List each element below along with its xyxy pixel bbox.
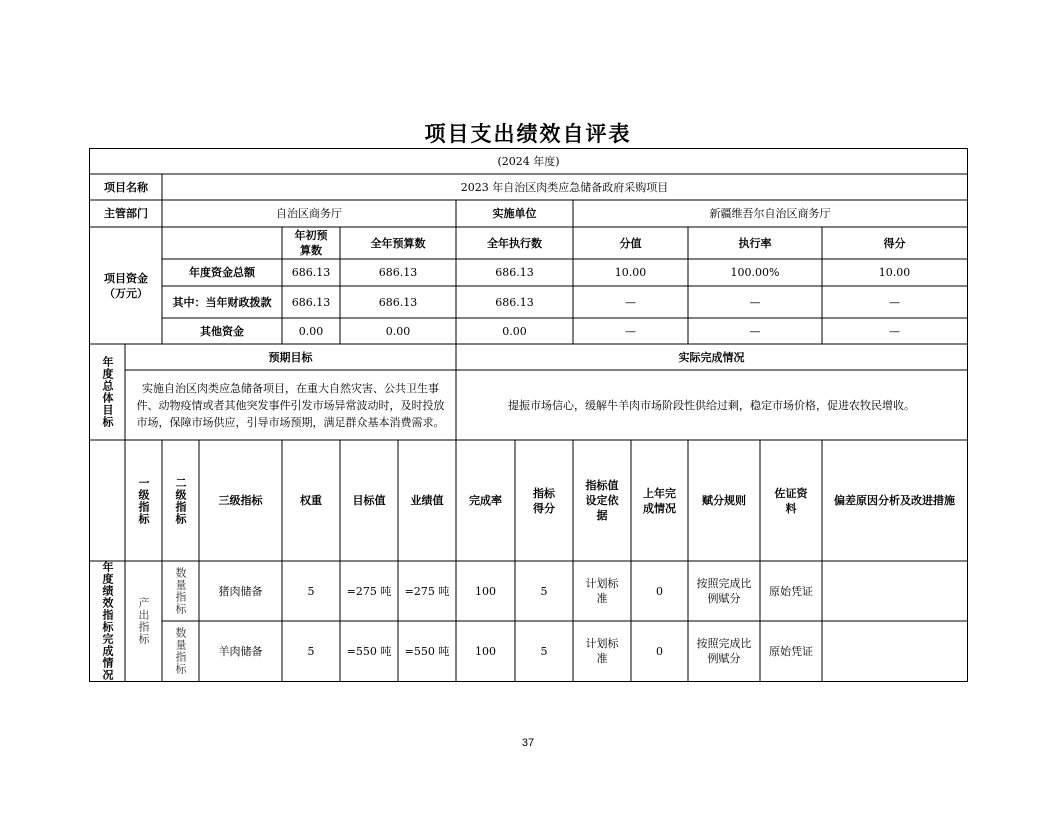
ind-level2-value: 数量指标 (174, 627, 187, 675)
funds-cell: — (625, 295, 636, 309)
ind-header-actual: 业绩值 (410, 494, 444, 507)
ind-header-rule: 赋分规则 (702, 494, 746, 507)
ind-header-level2: 二级指标 (174, 476, 187, 525)
ind-actual-value: =550 吨 (404, 644, 450, 658)
impl-label: 实施单位 (492, 207, 537, 220)
ind-score-value: 5 (540, 644, 548, 658)
actual-result-label: 实际完成情况 (678, 350, 745, 364)
ind-rule-value: 按照完成比例赋分 (696, 637, 752, 665)
ind-deviation-value (822, 621, 967, 681)
funds-cell: — (889, 324, 900, 338)
ind-level3-value: 猪肉储备 (218, 584, 263, 598)
ind-target-value: =275 吨 (346, 584, 392, 598)
expected-goal-text: 实施自治区肉类应急储备项目，在重大自然灾害、公共卫生事件、动物疫情或者其他突发事件引发市场异常波动时，及时投放市场，保障市场供应，引导市场预期，满足群众基本消费需求。 (136, 381, 445, 429)
funds-cell: — (749, 324, 761, 338)
ind-header-score: 指标得分 (533, 486, 555, 515)
funds-cell: 686.13 (378, 295, 418, 309)
project-name-label: 项目名称 (104, 180, 148, 194)
ind-basis-value: 计划标准 (585, 577, 619, 605)
funds-label: 项目资金（万元） (104, 271, 148, 300)
funds-cell: 686.13 (495, 295, 534, 309)
funds-header-score-value: 分值 (619, 236, 642, 250)
ind-basis-value: 计划标准 (585, 637, 619, 665)
ind-rate-value: 100 (475, 644, 496, 658)
funds-header-score: 得分 (883, 236, 906, 250)
ind-header-basis: 指标值设定依据 (585, 479, 619, 522)
funds-cell: 686.13 (291, 295, 331, 309)
ind-header-evidence: 佐证资料 (774, 486, 808, 515)
year-label: (2024 年度) (497, 155, 560, 168)
dept-value: 自治区商务厅 (276, 207, 342, 220)
ind-last-year-value: 0 (656, 644, 663, 658)
ind-deviation-value (822, 561, 967, 621)
ind-actual-value: =275 吨 (404, 584, 450, 598)
funds-cell: 0.00 (385, 324, 411, 338)
ind-header-rate: 完成率 (469, 494, 502, 507)
ind-header-deviation: 偏差原因分析及改进措施 (834, 494, 955, 507)
ind-score-value: 5 (540, 584, 548, 598)
funds-row-other-label: 其他资金 (200, 324, 244, 338)
ind-header-level1: 一级指标 (137, 476, 150, 525)
ind-target-value: =550 吨 (346, 644, 392, 658)
funds-cell: 686.13 (378, 266, 418, 279)
ind-weight-value: 5 (307, 584, 315, 598)
funds-cell: — (889, 295, 900, 309)
ind-rate-value: 100 (475, 584, 496, 598)
funds-row-fiscal-label: 其中：当年财政拨款 (172, 295, 272, 309)
funds-header-annual-budget: 全年预算数 (370, 236, 426, 250)
funds-header-executed: 全年执行数 (487, 236, 542, 250)
ind-level1-value: 产出指标 (137, 597, 150, 645)
ind-level3-value: 羊肉储备 (218, 644, 263, 658)
funds-cell: 10.00 (878, 266, 911, 279)
funds-cell: — (625, 324, 636, 338)
funds-cell: 686.13 (291, 266, 331, 279)
funds-cell: 100.00% (730, 266, 780, 279)
funds-cell: 0.00 (502, 324, 527, 338)
funds-cell: — (749, 295, 761, 309)
page-number: 37 (521, 737, 535, 749)
ind-evidence-value: 原始凭证 (769, 644, 813, 658)
ind-weight-value: 5 (307, 644, 315, 658)
ind-header-last-year: 上年完成情况 (643, 486, 676, 515)
expected-goal-label: 预期目标 (268, 350, 313, 364)
ind-header-level3: 三级指标 (218, 494, 263, 507)
funds-header-exec-rate: 执行率 (738, 236, 772, 250)
funds-cell: 0.00 (298, 324, 324, 338)
goals-side-label: 年度总体目标 (101, 356, 114, 428)
ind-last-year-value: 0 (656, 584, 663, 598)
funds-header-initial-budget: 年初预算数 (294, 229, 328, 257)
project-name-value: 2023 年自治区肉类应急储备政府采购项目 (460, 180, 669, 194)
indicators-side-label: 年度绩效指标完成情况 (101, 561, 114, 681)
ind-level2-value: 数量指标 (174, 567, 187, 615)
funds-cell: 10.00 (614, 266, 647, 279)
ind-evidence-value: 原始凭证 (769, 584, 813, 598)
funds-cell: 686.13 (495, 266, 534, 279)
actual-result-text: 提振市场信心，缓解牛羊肉市场阶段性供给过剩，稳定市场价格，促进农牧民增收。 (508, 398, 915, 412)
funds-row-total-label: 年度资金总额 (189, 266, 255, 279)
ind-header-weight: 权重 (300, 494, 322, 507)
page-title: 项目支出绩效自评表 (424, 122, 632, 146)
dept-label: 主管部门 (104, 207, 148, 220)
ind-rule-value: 按照完成比例赋分 (696, 577, 752, 605)
ind-header-target: 目标值 (352, 494, 386, 507)
impl-value: 新疆维吾尔自治区商务厅 (709, 207, 831, 220)
